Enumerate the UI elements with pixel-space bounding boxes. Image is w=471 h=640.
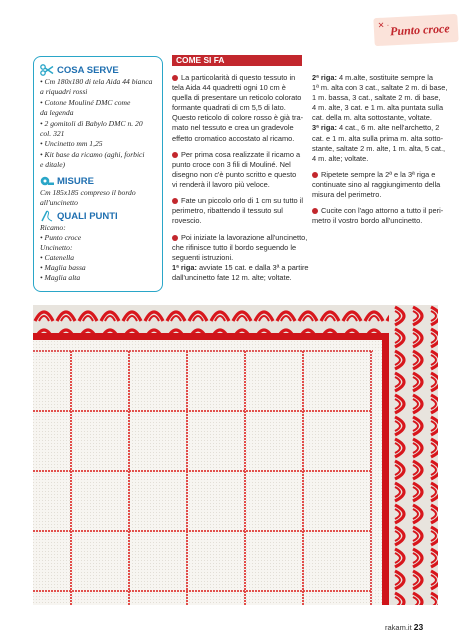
list-item: • Catenella xyxy=(40,253,75,262)
text-line: Poi iniziate la lavorazione all'uncinetto, xyxy=(181,233,308,242)
text-line: che rifinisce tutto il bordo seguendo le xyxy=(172,243,297,253)
paragraph-row-2 xyxy=(312,73,447,164)
paragraph-crochet xyxy=(172,233,309,283)
paragraph-sew xyxy=(312,206,443,226)
bullet-icon xyxy=(172,152,178,158)
row-label: 1ª riga: xyxy=(172,263,197,273)
tablecloth-image xyxy=(33,305,438,605)
text-line: effetto cromatico accostato al ricamo. xyxy=(172,133,295,143)
dots-icon: ✕ · xyxy=(377,20,390,30)
text-line: formante quadrati di cm 5,5 di lato. xyxy=(172,103,286,113)
paragraph-repeat xyxy=(312,170,440,200)
page-footer xyxy=(385,622,423,632)
text-line: punto croce con 3 fili di Mouliné. Nel xyxy=(172,160,291,170)
text-line: tela Aida 44 quadretti ogni 10 cm è xyxy=(172,83,286,93)
text-line: perimetro, ribattendo il tessuto sul xyxy=(172,206,283,216)
list-item: • 2 gomitoli di Babylo DMC n. 20 xyxy=(40,118,143,128)
measures-heading-text: MISURE xyxy=(57,175,94,187)
text-line: 4 cat., 6 m. alte nell'archetto, 2 xyxy=(336,123,440,133)
instructions-heading: COME SI FA xyxy=(172,55,302,66)
text-line: rovescio. xyxy=(172,216,202,226)
list-item: a riquadri rossi xyxy=(40,87,88,97)
list-item: • Punto croce xyxy=(40,233,82,242)
text-line: continuate sino al raggiungimento della xyxy=(312,180,441,190)
paragraph-embroidery xyxy=(172,150,300,190)
tape-measure-icon xyxy=(40,175,54,187)
page-number: 23 xyxy=(413,622,424,632)
text-line: seguenti istruzioni. xyxy=(172,253,234,263)
list-item: • Cm 180x180 di tela Aida 44 bianca xyxy=(40,77,153,86)
materials-list xyxy=(40,77,160,171)
materials-heading xyxy=(40,64,119,76)
list-item: • Maglia bassa xyxy=(40,263,86,272)
row-label: 3ª riga: xyxy=(312,123,337,133)
measures-heading xyxy=(40,175,94,187)
text-line: cat. della m. alta sottostante, voltate. xyxy=(312,113,432,123)
text-line: 4 m. alte, 3 cat. e 1 m. alta puntata sulla xyxy=(312,103,444,113)
text-line: mato nel tessuto e crea un gradevole xyxy=(172,123,294,133)
text-line: vi renderà il lavoro più veloce. xyxy=(172,180,270,190)
crochet-label: Uncinetto: xyxy=(40,243,73,252)
materials-heading-text: COSA SERVE xyxy=(57,64,119,76)
text-line: metro il vostro bordo all'uncinetto. xyxy=(312,216,423,226)
text-line: Questo reticolo di colore rosso è già tra- xyxy=(172,113,304,123)
bullet-icon xyxy=(312,208,318,214)
row-label: 2ª riga: xyxy=(312,73,337,82)
list-item: • Uncinetto mm 1,25 xyxy=(40,139,103,149)
tablecloth-photo xyxy=(33,305,438,605)
text-line: 1ª m. alta con 3 cat., saltate 2 m. di base, xyxy=(312,83,448,93)
measures-line: all'uncinetto xyxy=(40,198,78,207)
text-line: stante, saltate 2 m. alte, 1 m. alta, 5 cat., xyxy=(312,143,446,153)
bullet-icon xyxy=(312,172,318,178)
text-line: avviate 15 cat. e dalla 3ª a partire xyxy=(196,263,309,273)
text-line: dall'uncinetto fate 12 m. alte; voltate. xyxy=(172,273,292,283)
section-tag-label: Punto croce xyxy=(389,21,450,39)
stitches-heading-text: QUALI PUNTI xyxy=(57,210,118,222)
embroidery-label: Ricamo: xyxy=(40,223,66,232)
materials-box xyxy=(33,56,163,292)
paragraph-hem xyxy=(172,196,303,226)
measures-line: Cm 185x185 compreso il bordo xyxy=(40,188,136,197)
list-item: e ditale) xyxy=(40,160,66,170)
site-name: rakam.it xyxy=(385,623,412,632)
stitches-heading xyxy=(40,210,118,222)
text-line: 4 m. alte; voltate. xyxy=(312,153,369,163)
paragraph-intro xyxy=(172,73,303,144)
text-line: Per prima cosa realizzate il ricamo a xyxy=(181,150,301,159)
text-line: Fate un piccolo orlo di 1 cm su tutto il xyxy=(181,196,304,205)
list-item: • Kit base da ricamo (aghi, forbici xyxy=(40,149,145,159)
text-line: 1 m. bassa, 3 cat., saltate 2 m. di base, xyxy=(312,93,441,103)
text-line: La particolarità di questo tessuto in xyxy=(181,73,296,82)
scissors-icon xyxy=(40,64,54,76)
list-item: • Maglia alta xyxy=(40,273,81,282)
list-item: col. 321 xyxy=(40,129,65,139)
text-line: Ripetete sempre la 2ª e la 3ª riga e xyxy=(321,170,436,179)
text-line: misura del perimetro. xyxy=(312,190,382,200)
list-item: da legenda xyxy=(40,108,74,118)
list-item: • Cotone Mouliné DMC come xyxy=(40,97,131,107)
bullet-icon xyxy=(172,198,178,204)
bullet-icon xyxy=(172,235,178,241)
text-line: Cucite con l'ago attorno a tutto il peri- xyxy=(321,206,444,215)
section-tag xyxy=(373,14,458,46)
needle-thread-icon xyxy=(40,210,54,222)
bullet-icon xyxy=(172,75,178,81)
text-line: cat. e 1 m. alta sulla prima m. alta sotto- xyxy=(312,133,444,143)
text-line: 4 m.alte, sostituite sempre la xyxy=(336,73,434,82)
text-line: disegno non c'è punto scritto e questo xyxy=(172,170,297,180)
text-line: quella di presentare un reticolo colorato xyxy=(172,93,302,103)
